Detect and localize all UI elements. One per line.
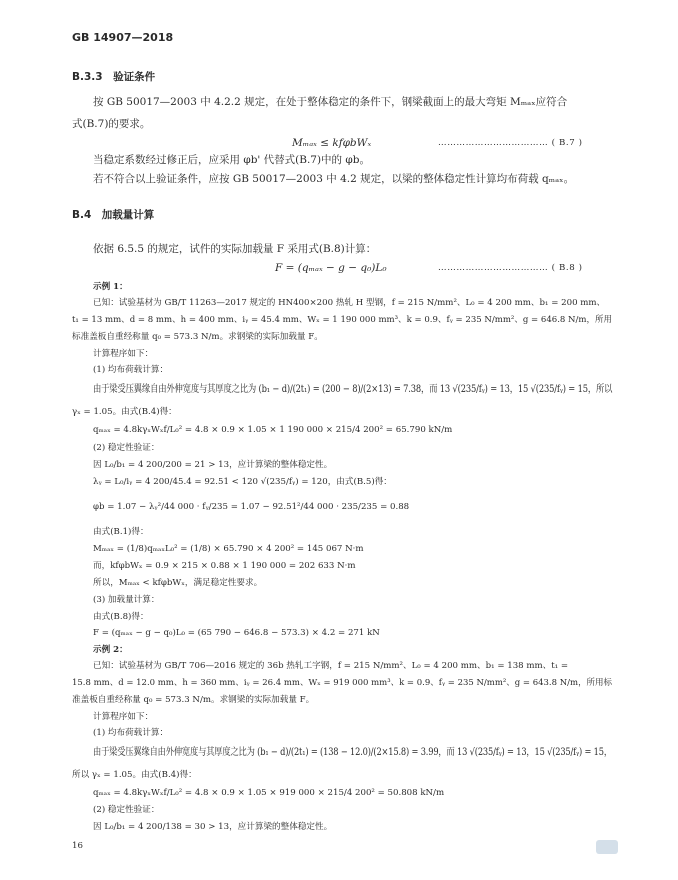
example-line: 因 L₀/b₁ = 4 200/138 = 30 > 13，应计算梁的整体稳定性。: [93, 822, 333, 832]
example-line: 准盖板自重经称量 q₀ = 573.3 N/m。求钢梁的实际加载量 F。: [72, 695, 315, 705]
example-line: 计算程序如下：: [93, 712, 154, 722]
paragraph: 式(B.7)的要求。: [72, 118, 151, 130]
paragraph: 当稳定系数经过修正后，应采用 φb' 代替式(B.7)中的 φb。: [93, 154, 370, 166]
watermark-logo: [596, 840, 618, 854]
standard-number: GB 14907—2018: [72, 31, 174, 44]
section-heading-b33: B.3.3 验证条件: [72, 71, 156, 83]
example-line: 所以 γₓ = 1.05。由式(B.4)得：: [72, 770, 197, 780]
example-line: (1) 均布荷载计算：: [93, 728, 169, 738]
example-line: 标准盖板自重经称量 q₀ = 573.3 N/m。求钢梁的实际加载量 F。: [72, 332, 323, 342]
paragraph: 依据 6.5.5 的规定，试件的实际加载量 F 采用式(B.8)计算：: [93, 243, 377, 255]
example-title: 示例 2：: [93, 645, 128, 655]
example-formula: F = (qₘₐₓ − g − q₀)L₀ = (65 790 − 646.8 − 573.3) × 4.2 = 271 kN: [93, 628, 380, 638]
example-line: (2) 稳定性验证：: [93, 443, 160, 453]
example-line: γₓ = 1.05。由式(B.4)得：: [72, 407, 177, 417]
example-line: 由于梁受压翼缘自由外伸宽度与其厚度之比为 (b₁ − d)/(2t₁) = (200 − 8)/(2×13) = 7.38，而 13 √(235/fᵧ) = 13，15 √(235/fᵧ) = 15，所以: [93, 384, 613, 395]
page-number: 16: [72, 841, 83, 851]
example-line: 由式(B.1)得：: [93, 527, 149, 537]
example-line: 因 L₀/b₁ = 4 200/200 = 21 > 13，应计算梁的整体稳定性。: [93, 460, 333, 470]
example-formula: φb = 1.07 − λᵧ²/44 000 · fᵧ/235 = 1.07 − 92.51²/44 000 · 235/235 = 0.88: [93, 502, 410, 512]
example-line: 由于梁受压翼缘自由外伸宽度与其厚度之比为 (b₁ − d)/(2t₁) = (138 − 12.0)/(2×15.8) = 3.99，而 13 √(235/fᵧ) = 13，15 √(235/fᵧ) = 15，: [93, 747, 612, 758]
example-title: 示例 1：: [93, 282, 128, 292]
example-line: 已知：试验基材为 GB/T 706—2016 规定的 36b 热轧工字钢，f = 215 N/mm²、L₀ = 4 200 mm、b₁ = 138 mm、t₁ =: [93, 661, 569, 671]
example-line: 所以，Mₘₐₓ < kfφbWₓ，满足稳定性要求。: [93, 578, 263, 588]
example-formula: qₘₐₓ = 4.8kγₓWₓf/L₀² = 4.8 × 0.9 × 1.05 × 1 190 000 × 215/4 200² = 65.790 kN/m: [93, 425, 453, 435]
example-line: 已知：试验基材为 GB/T 11263—2017 规定的 HN400×200 热轧 H 型钢，f = 215 N/mm²、L₀ = 4 200 mm、b₁ = 200 mm、: [93, 298, 606, 308]
example-line: (3) 加载量计算：: [93, 595, 160, 605]
formula-number-b8: ……………………………… ( B.8 ): [438, 263, 583, 273]
formula-number-b7: ……………………………… ( B.7 ): [438, 138, 583, 148]
example-line: 15.8 mm、d = 12.0 mm、h = 360 mm、iᵧ = 26.4 mm、Wₓ = 919 000 mm³、k = 0.9、fᵧ = 235 N/mm²、g = 643.8 N/m，所用标: [72, 678, 613, 688]
example-formula: λᵧ = L₀/iᵧ = 4 200/45.4 = 92.51 < 120 √(235/fᵧ) = 120，由式(B.5)得：: [93, 477, 392, 487]
formula-b8: F = (qₘₐₓ − g − q₀)L₀: [275, 262, 387, 274]
paragraph: 若不符合以上验证条件，应按 GB 50017—2003 中 4.2 规定，以梁的整体稳定性计算均布荷载 qₘₐₓ。: [93, 173, 575, 185]
example-formula: qₘₐₓ = 4.8kγₓWₓf/L₀² = 4.8 × 0.9 × 1.05 × 919 000 × 215/4 200² = 50.808 kN/m: [93, 788, 445, 798]
section-heading-b4: B.4 加载量计算: [72, 209, 155, 221]
example-line: (1) 均布荷载计算：: [93, 365, 169, 375]
formula-b7: Mₘₐₓ ≤ kfφbWₓ: [292, 137, 372, 149]
paragraph: 按 GB 50017—2003 中 4.2.2 规定，在处于整体稳定的条件下，钢梁截面上的最大弯矩 Mₘₐₓ应符合: [93, 96, 568, 108]
example-line: t₁ = 13 mm、d = 8 mm、h = 400 mm、iᵧ = 45.4 mm、Wₓ = 1 190 000 mm³、k = 0.9、fᵧ = 235 N/mm²、g = 646.8 N/m，所用: [72, 315, 613, 325]
example-line: (2) 稳定性验证：: [93, 805, 160, 815]
example-formula: Mₘₐₓ = (1/8)qₘₐₓL₀² = (1/8) × 65.790 × 4 200² = 145 067 N·m: [93, 544, 364, 554]
example-line: 计算程序如下：: [93, 349, 154, 359]
example-line: 由式(B.8)得：: [93, 612, 149, 622]
example-formula: 而，kfφbWₓ = 0.9 × 215 × 0.88 × 1 190 000 = 202 633 N·m: [93, 561, 356, 571]
